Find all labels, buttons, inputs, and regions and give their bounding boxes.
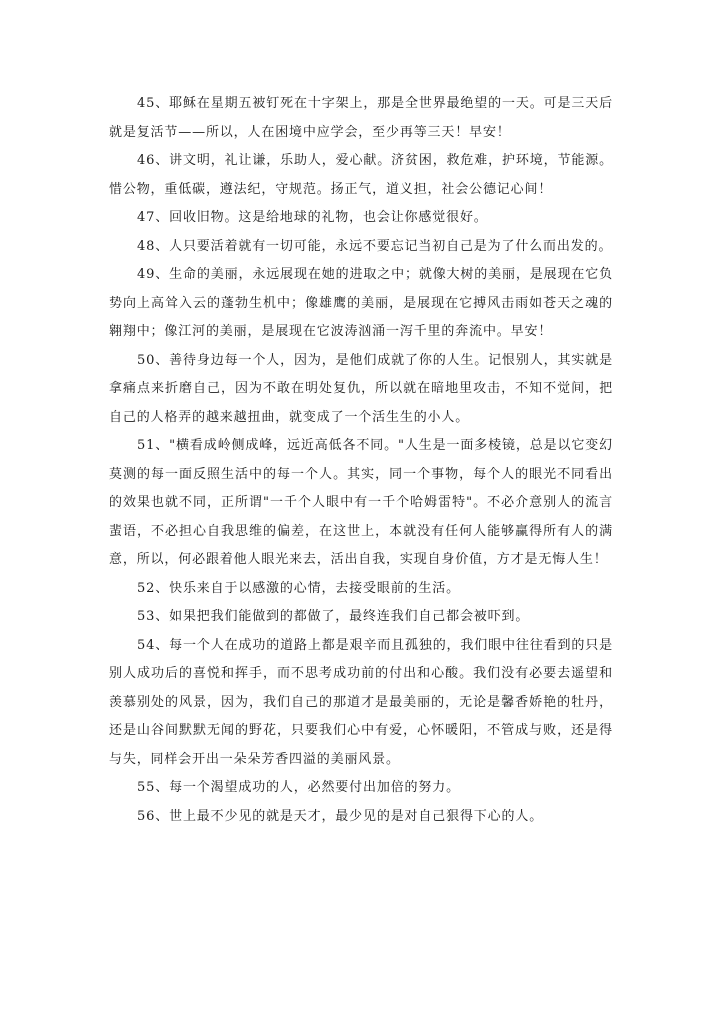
paragraph-53: 53、如果把我们能做到的都做了，最终连我们自己都会被吓到。 bbox=[137, 609, 530, 624]
paragraph-56: 56、世上最不少见的就是天才，最少见的是对自己狠得下心的人。 bbox=[137, 808, 544, 824]
paragraph-49: 49、生命的美丽，永远展现在她的进取之中；就像大树的美丽，是展现在它负势向上高耸入云的蓬勃生机中；像雄鹰的美丽，是展现在它搏风击雨如苍天之魂的翱翔中；像江河的美丽，是展现在它波涛汹涌一泻千里的奔流中。早安！ bbox=[109, 267, 613, 339]
paragraph-45: 45、耶稣在星期五被钉死在十字架上，那是全世界最绝望的一天。可是三天后就是复活节——所以，人在困境中应学会，至少再等三天！早安！ bbox=[109, 96, 613, 140]
paragraph-52: 52、快乐来自于以感激的心情，去接受眼前的生活。 bbox=[137, 580, 460, 596]
paragraph-47: 47、回收旧物。这是给地球的礼物，也会让你感觉很好。 bbox=[137, 210, 488, 225]
paragraph-50: 50、善待身边每一个人，因为，是他们成就了你的人生。记恨别人，其实就是拿痛点来折磨自己，因为不敢在明处复仇，所以就在暗地里攻击，不知不觉间，把自己的人格弄的越来越扭曲，就变成了一个活生生的小人。 bbox=[109, 352, 613, 425]
paragraph-51: 51、"横看成岭侧成峰，远近高低各不同。"人生是一面多棱镜，总是以它变幻莫测的每一面反照生活中的每一个人。其实，同一个事物，每个人的眼光不同看出的效果也就不同，正所谓"一千个人眼中有一千个哈姆雷特"。不必介意别人的流言蜚语，不必担心自我思维的偏差，在这世上，本就没有任何人能够赢得所有人的满意，所以，何必跟着他人眼光来去，活出自我，实现自身价值，方才是无悔人生！ bbox=[109, 438, 613, 567]
document-body bbox=[109, 90, 613, 831]
paragraph-55: 55、每一个渴望成功的人，必然要付出加倍的努力。 bbox=[137, 780, 460, 795]
paragraph-46: 46、讲文明，礼让谦，乐助人，爱心献。济贫困，救危难，护环境，节能源。惜公物，重低碳，遵法纪，守规范。扬正气，道义担，社会公德记心间！ bbox=[109, 153, 613, 197]
paragraph-54: 54、每一个人在成功的道路上都是艰辛而且孤独的，我们眼中往往看到的只是别人成功后的喜悦和挥手，而不思考成功前的付出和心酸。我们没有必要去遥望和羡慕别处的风景，因为，我们自己的那道才是最美丽的，无论是馨香娇艳的牡丹，还是山谷间默默无闻的野花，只要我们心中有爱，心怀暖阳，不管成与败，还是得与失，同样会开出一朵朵芳香四溢的美丽风景。 bbox=[109, 637, 613, 767]
paragraph-48: 48、人只要活着就有一切可能，永远不要忘记当初自己是为了什么而出发的。 bbox=[137, 238, 613, 254]
